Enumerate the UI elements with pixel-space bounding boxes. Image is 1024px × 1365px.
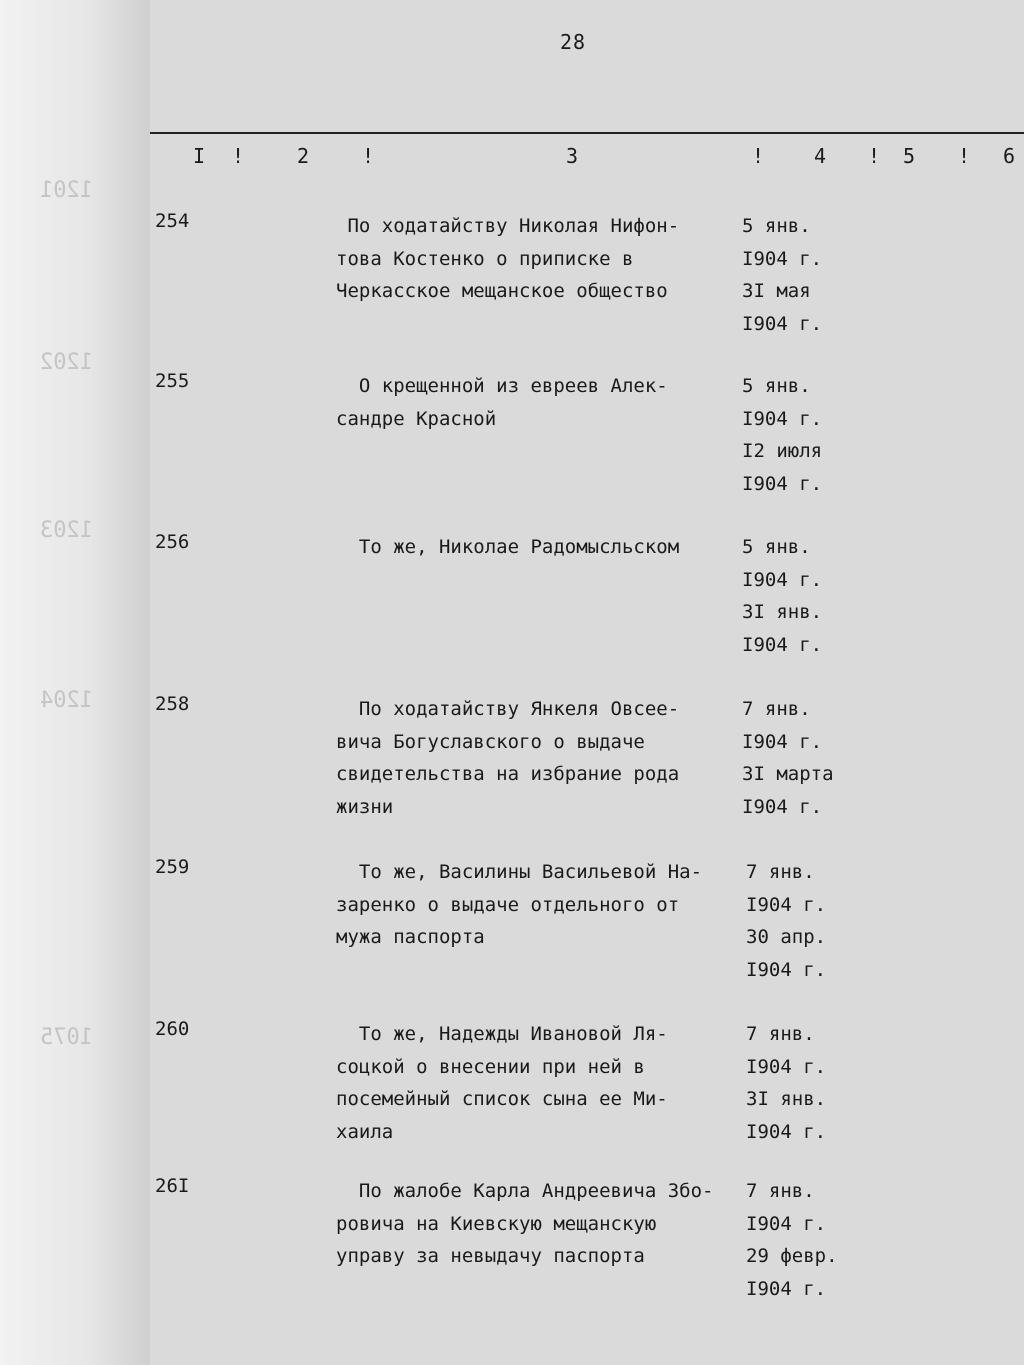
date-line: I904 г. xyxy=(746,1212,827,1235)
description-line: соцкой о внесении при ней в xyxy=(336,1055,645,1078)
date-line: 7 янв. xyxy=(746,861,815,883)
description-line: това Костенко о приписке в xyxy=(336,247,634,270)
description-line: заренко о выдаче отдельного от xyxy=(336,893,680,916)
description-line: свидетельства на избрание рода xyxy=(336,763,680,785)
entry-dates xyxy=(742,531,882,661)
entry-dates xyxy=(746,1018,886,1148)
date-line: I904 г. xyxy=(742,633,823,656)
bleed-through-text: 1204 xyxy=(40,688,93,713)
description-line: ровича на Киевскую мещанскую xyxy=(336,1212,657,1235)
page-gutter-shadow xyxy=(0,0,150,1365)
page-number: 28 xyxy=(560,30,587,54)
entry-dates xyxy=(742,693,882,823)
date-line: I904 г. xyxy=(746,893,827,916)
date-line: 5 янв. xyxy=(742,375,811,397)
date-line: I904 г. xyxy=(742,247,823,270)
entry-number: 256 xyxy=(155,531,190,553)
date-line: I904 г. xyxy=(742,312,823,335)
description-line: жизни xyxy=(336,795,394,818)
description-line: хаила xyxy=(336,1120,394,1143)
date-line: I904 г. xyxy=(746,1277,827,1300)
date-line: I904 г. xyxy=(746,1055,827,1078)
date-line: I904 г. xyxy=(742,472,823,495)
date-line: I904 г. xyxy=(746,1120,827,1143)
description-line: О крещенной из евреев Алек- xyxy=(336,375,668,397)
bleed-through-text: 1202 xyxy=(40,350,93,375)
entry-dates xyxy=(742,370,882,500)
entry-number: 259 xyxy=(155,856,190,878)
description-line: То же, Николае Радомысльском xyxy=(336,536,680,558)
bleed-through-text: 1201 xyxy=(40,178,93,203)
entry-number: 254 xyxy=(155,210,190,232)
date-line: I2 июля xyxy=(742,440,823,462)
entry-number: 255 xyxy=(155,370,190,392)
date-line: I904 г. xyxy=(742,407,823,430)
entry-dates xyxy=(746,1175,886,1305)
date-line: 29 февр. xyxy=(746,1245,838,1267)
column-separator: ! xyxy=(868,144,881,168)
date-line: 3I янв. xyxy=(746,1088,827,1110)
description-line: По ходатайству Николая Нифон- xyxy=(336,215,680,237)
date-line: 30 апр. xyxy=(746,926,827,948)
entry-dates xyxy=(742,210,882,340)
column-separator: ! xyxy=(232,144,245,168)
description-line: управу за невыдачу паспорта xyxy=(336,1245,645,1267)
date-line: I904 г. xyxy=(742,730,823,753)
date-line: I904 г. xyxy=(742,795,823,818)
column-separator: ! xyxy=(958,144,971,168)
column-header: 4 xyxy=(814,144,827,168)
column-header: 2 xyxy=(297,144,310,168)
description-line: Черкасское мещанское общество xyxy=(336,280,668,302)
entry-number: 26I xyxy=(155,1175,190,1197)
description-line: То же, Надежды Ивановой Ля- xyxy=(336,1023,668,1045)
date-line: 7 янв. xyxy=(742,698,811,720)
date-line: 3I марта xyxy=(742,763,834,785)
column-header: 5 xyxy=(903,144,916,168)
date-line: I904 г. xyxy=(746,958,827,981)
description-line: мужа паспорта xyxy=(336,926,485,948)
entry-description xyxy=(336,856,756,954)
entry-description xyxy=(336,210,756,308)
column-header: 3 xyxy=(566,144,579,168)
column-separator: ! xyxy=(362,144,375,168)
entry-description xyxy=(336,693,756,823)
date-line: 7 янв. xyxy=(746,1180,815,1202)
entry-description xyxy=(336,1018,756,1148)
description-line: сандре Красной xyxy=(336,407,497,430)
date-line: 5 янв. xyxy=(742,536,811,558)
date-line: 3I янв. xyxy=(742,601,823,623)
entry-description xyxy=(336,1175,756,1273)
header-rule xyxy=(150,132,1024,134)
date-line: 7 янв. xyxy=(746,1023,815,1045)
entry-description xyxy=(336,370,756,435)
description-line: посемейный список сына ее Ми- xyxy=(336,1088,668,1110)
entry-dates xyxy=(746,856,886,986)
description-line: вича Богуславского о выдаче xyxy=(336,730,645,753)
column-header: I xyxy=(193,144,206,168)
bleed-through-text: 1203 xyxy=(40,518,93,543)
date-line: 3I мая xyxy=(742,280,811,302)
date-line: 5 янв. xyxy=(742,215,811,237)
column-header: 6 xyxy=(1003,144,1016,168)
entry-description xyxy=(336,531,756,564)
entry-number: 260 xyxy=(155,1018,190,1040)
description-line: По жалобе Карла Андреевича Збо- xyxy=(336,1180,714,1202)
bleed-through-text: 1075 xyxy=(40,1025,93,1050)
description-line: По ходатайству Янкеля Овсее- xyxy=(336,698,680,720)
column-separator: ! xyxy=(752,144,765,168)
date-line: I904 г. xyxy=(742,568,823,591)
description-line: То же, Василины Васильевой На- xyxy=(336,861,703,883)
entry-number: 258 xyxy=(155,693,190,715)
